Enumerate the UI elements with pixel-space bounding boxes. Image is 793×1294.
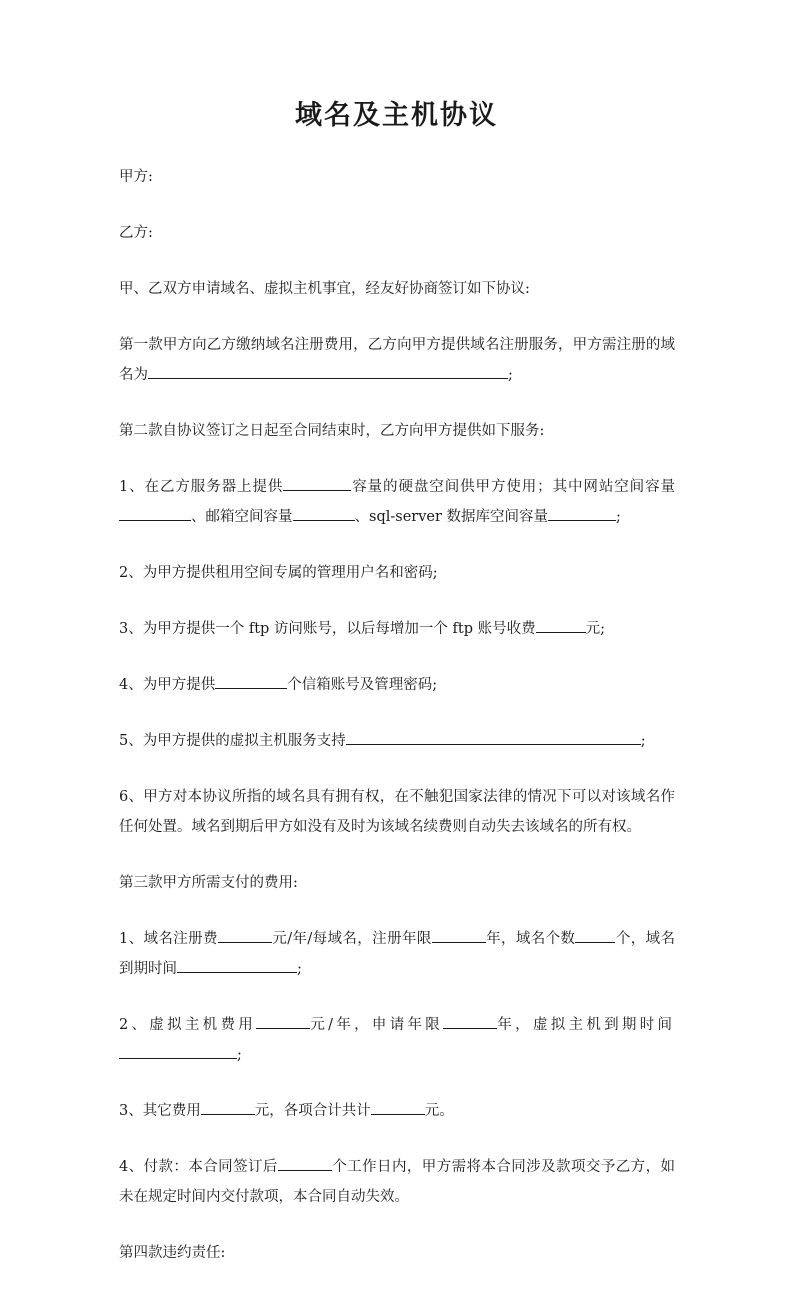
service-item-4 bbox=[119, 670, 675, 700]
service-item-5 bbox=[119, 726, 675, 756]
fee-2-text-c: 年，虚拟主机到期时间 bbox=[497, 1017, 675, 1033]
fee-1-text-b: 元/年/每域名，注册年限 bbox=[271, 931, 432, 947]
fee-3-end: 元。 bbox=[424, 1103, 454, 1119]
fee-1-text-c: 年，域名个数 bbox=[485, 931, 576, 947]
domain-fee-blank bbox=[218, 925, 272, 943]
fee-item-1 bbox=[119, 924, 675, 984]
party-a-line: 甲方: bbox=[119, 169, 153, 185]
party-b-line: 乙方: bbox=[119, 225, 153, 241]
intro-paragraph: 甲、乙双方申请域名、虚拟主机事宜，经友好协商签订如下协议: bbox=[119, 281, 530, 297]
fee-1-text-d: 个，域名到期时间 bbox=[119, 931, 675, 977]
clause-3: 第三款甲方所需支付的费用: bbox=[119, 875, 298, 891]
ftp-fee-blank bbox=[536, 615, 586, 633]
service-5-text-a: 5、为甲方提供的虚拟主机服务支持 bbox=[119, 733, 346, 749]
hosting-fee-blank bbox=[256, 1011, 310, 1029]
service-item-1 bbox=[119, 472, 675, 532]
service-1-text-c: 、邮箱空间容量 bbox=[191, 509, 293, 525]
hosting-expiry-blank bbox=[119, 1041, 237, 1059]
service-3-text-b: 元; bbox=[585, 621, 606, 637]
service-5-end: ; bbox=[640, 733, 646, 749]
fee-3-text-b: 元，各项合计共计 bbox=[254, 1103, 371, 1119]
fee-2-text-b: 元/年，申请年限 bbox=[310, 1017, 444, 1033]
payment-days-blank bbox=[278, 1153, 332, 1171]
service-item-3 bbox=[119, 614, 675, 644]
hosting-support-blank bbox=[346, 727, 641, 745]
service-item-2: 2、为甲方提供租用空间专属的管理用户名和密码; bbox=[119, 565, 438, 581]
database-capacity-blank bbox=[548, 503, 616, 521]
fee-1-end: ; bbox=[297, 961, 302, 977]
service-1-text-a: 1、在乙方服务器上提供 bbox=[119, 479, 284, 495]
clause-1-end: ; bbox=[508, 367, 513, 383]
service-1-text-b: 容量的硬盘空间供甲方使用；其中网站空间容量 bbox=[351, 479, 676, 495]
service-item-6: 6、甲方对本协议所指的域名具有拥有权，在不触犯国家法律的情况下可以对该域名作任何处置。域名到期后甲方如没有及时为该域名续费则自动失去该域名的所有权。 bbox=[119, 789, 675, 835]
clause-1 bbox=[119, 330, 675, 390]
fee-3-text-a: 3、其它费用 bbox=[119, 1103, 201, 1119]
domain-expiry-blank bbox=[177, 955, 297, 973]
service-4-text-b: 个信箱账号及管理密码; bbox=[287, 677, 438, 693]
website-capacity-blank bbox=[119, 503, 191, 521]
service-1-end: ; bbox=[616, 509, 621, 525]
domain-count-blank bbox=[575, 925, 615, 943]
registration-years-blank bbox=[432, 925, 486, 943]
fee-item-4 bbox=[119, 1152, 675, 1212]
total-fee-blank bbox=[371, 1097, 425, 1115]
fee-2-end: ; bbox=[237, 1047, 245, 1063]
document-body bbox=[119, 162, 675, 1294]
clause-2: 第二款自协议签订之日起至合同结束时，乙方向甲方提供如下服务: bbox=[119, 423, 545, 439]
mailbox-capacity-blank bbox=[293, 503, 355, 521]
service-3-text-a: 3、为甲方提供一个 ftp 访问账号，以后每增加一个 ftp 账号收费 bbox=[119, 621, 536, 637]
fee-1-text-a: 1、域名注册费 bbox=[119, 931, 218, 947]
other-fee-blank bbox=[201, 1097, 255, 1115]
document-title: 域名及主机协议 bbox=[295, 100, 498, 131]
mailbox-count-blank bbox=[215, 671, 287, 689]
domain-name-blank bbox=[148, 361, 508, 379]
clause-1-text: 第一款甲方向乙方缴纳域名注册费用，乙方向甲方提供域名注册服务，甲方需注册的域名为 bbox=[119, 337, 675, 383]
service-4-text-a: 4、为甲方提供 bbox=[119, 677, 216, 693]
clause-4: 第四款违约责任: bbox=[119, 1245, 226, 1261]
fee-item-2 bbox=[119, 1010, 675, 1070]
fee-4-text-b: 个工作日内，甲方需将本合同涉及款项交予乙方，如未在规定时间内交付款项，本合同自动失效。 bbox=[119, 1159, 675, 1205]
fee-2-text-a: 2、虚拟主机费用 bbox=[119, 1017, 257, 1033]
service-1-text-d: 、sql-server 数据库空间容量 bbox=[354, 509, 549, 525]
hosting-years-blank bbox=[443, 1011, 497, 1029]
fee-4-text-a: 4、付款：本合同签订后 bbox=[119, 1159, 278, 1175]
disk-capacity-blank bbox=[283, 473, 351, 491]
